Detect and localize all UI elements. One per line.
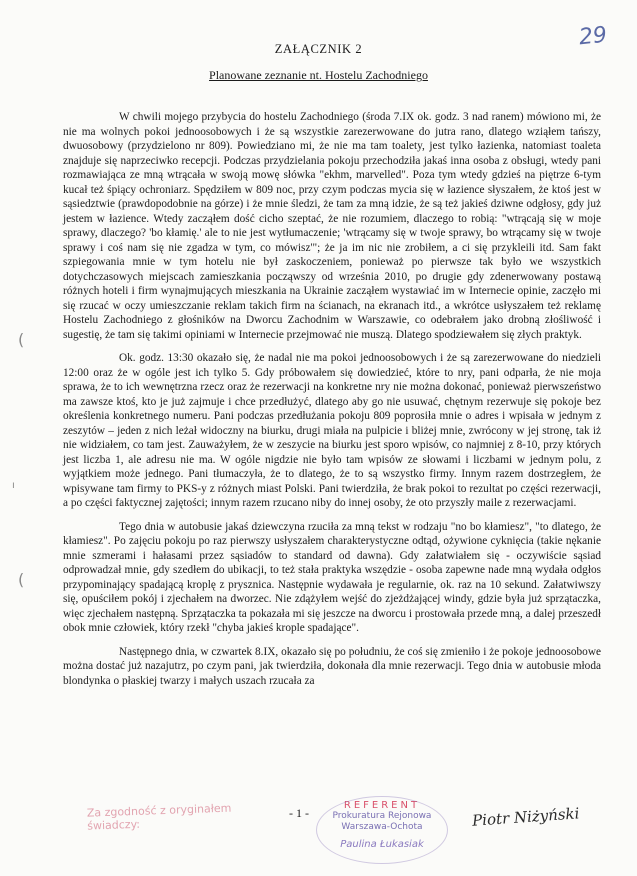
certified-copy-stamp: Za zgodność z oryginałem świadczy: xyxy=(86,801,232,833)
stamp-ring xyxy=(316,796,448,864)
handwritten-page-number: 29 xyxy=(577,22,609,51)
paragraph-2: Ok. godz. 13:30 okazało się, że nadal nie ma pokoi jednoosobowych i że są zarezerwowane do niedzieli 12:00 oraz że w ogóle jest ich tylko 5. Gdy próbowałem się dowiedzieć, które to nry, pani odparła, że nie moja sprawa, że to ich wewnętrzna rzecz oraz że rezerwacji na konkretne nry nie można dokonać, ponieważ pierwszeństwo ma zawsze ktoś, kto je już zajmuje i chce przedłużyć, dlatego aby go nie usuwać, chętnym rezerwuje się pokoje bez określenia konkretnego numeru. Pani podczas przedłużania pokoju 809 poprosiła mnie o adres i wpisała w jednym z zeszytów – jeden z nich leżał widoczny na biurku, drugi miała na pulpicie i bliżej mnie, zwrócony w jej stronę, tak iż nie widziałem, co tam jest. Zauważyłem, że w zeszycie na biurku jest sporo wpisów, co najmniej z 8-10, przy których jest liczba 1, ale adresu nie ma. W ogóle nigdzie nie było tam wpisów ze słowami i liczbami w jednym polu, z wyjątkiem może jednego. Pani tłumaczyła, że to dlatego, że to są wszystko firmy. Innym razem dostrzegłem, że wpisywane tam firmy to PKS-y z różnych miast Polski. Pani twierdziła, że brak pokoi to rezultat po części rezerwacji, a po części faktycznej zajętości; innym razem rzucano niby do innej osoby, że oto przyszły maile z rezerwacjami. xyxy=(63,352,601,509)
page-number: - 1 - xyxy=(289,806,309,820)
paragraph-1: W chwili mojego przybycia do hostelu Zachodniego (środa 7.IX ok. godz. 3 nad ranem) mówiono mi, że nie ma wolnych pokoi jednoosobowych i że są wszystkie zarezerwowane do jutra rano, dlatego wziąłem tańszy, dwuosobowy (przydzielono nr 809). Powiedziano mi, że nie ma tam toalety, jest tylko łazienka, natomiast toaleta znajduje się naprzeciwko recepcji. Podczas przydzielania pokoju przechodziła jakaś inna osoba z obsługi, wtedy pani rozmawiająca ze mną wtrącała w swoją mowę słówka "ekhm, marvelled". Poza tym wtedy gdzieś na piętrze 6-tym kucał też śpiący ochroniarz. Spędziłem w 809 noc, przy czym podczas mycia się w łazience słyszałem, że ktoś jest w sąsiedztwie (prawdopodobnie na górze) i że mnie śledzi, że tam za mną idzie, że są też jakieś dziwne odgłosy, gdy już jestem w łazience. Wtedy zacząłem dość cicho szeptać, że nie rozumiem, dlaczego to robią: "wtrącają się w moje sprawy, dlaczego? 'bo kłamię.' ale to nie jest wytłumaczenie; 'wtrącamy się w twoje sprawy, bo wtrącamy się w twoje sprawy i coś nam się nie zgadza w tym, co mówisz'"; że ja im nic nie zrobiłem, a ci się przykleili itd. Sam fakt szpiegowania mnie w tym hotelu nie był zaskoczeniem, ponieważ po pierwsze tak było we wszystkich dotychczasowych miejscach zamieszkania począwszy od września 2010, po drugie gdy zdenerwowany postawą różnych hoteli i firm wynajmujących mieszkania na Ukrainie zacząłem wystawiać im w Internecie opinie, zaczęło mi się rzucać w oczy umieszczanie reklam takich firm na ścianach, na ekranach itd., a wkrótce usłyszałem też reklamę Hostelu Zachodniego z głośników na Dworcu Zachodnim w Warszawie, co odebrałem jako drobną złośliwość i sugestię, że tam się takimi opiniami w Internecie przejmować nie muszą. Dlatego spodziewałem się złych praktyk. xyxy=(63,111,601,341)
margin-tick-mark: ı xyxy=(12,480,15,491)
paragraph-3: Tego dnia w autobusie jakaś dziewczyna rzuciła za mną tekst w rodzaju "no bo kłamiesz", "to dlatego, że kłamiesz". Po zajęciu pokoju po raz pierwszy usłyszałem charakterystyczne odtąd, ożywione cyknięcia (takie nękanie mnie szmerami i hałasami przez sąsiadów to standard od dawna). Gdy załatwiałem się - oczywiście sąsiad odprowadzał mnie, gdy szedłem do ubikacji, to też stała praktyka wszędzie - osoba zapewne nade mną wydała odgłos przypominający spadającą kroplę z prysznica. Następnie wydawała je regularnie, ok. raz na 10 sekund. Załatwiwszy się, opuściłem pokój i zjechałem na dworzec. Nie zdążyłem wejść do zjeżdżającej windy, gdzie była już sprzątaczka, więc zjechałem następną. Sprzątaczka ta pokazała mi się jeszcze na dworcu i prostowała przede mną, a dalej przeszedł obok mnie człowiek, który rzekł "chyba jakieś krople spadające". xyxy=(63,520,601,634)
prosecutor-office-stamp xyxy=(320,800,444,862)
stamp-title: REFERENT xyxy=(343,800,421,811)
paragraph-4: Następnego dnia, w czwartek 8.IX, okazało się po południu, że coś się zmieniło i że pokoje jednoosobowe można dostać już nazajutrz, po czym pani, jak twierdziła, dokonała dla mnie rezerwacji. Tego dnia w autobusie młoda blondynka o płaskiej twarzy i małych uszach rzucała za xyxy=(63,645,601,687)
stamp-institution: Prokuratura Rejonowa Warszawa-Ochota xyxy=(332,811,432,832)
document-title: ZAŁĄCZNIK 2 xyxy=(274,42,363,56)
handwritten-signature: Piotr Niżyński xyxy=(471,804,580,830)
document-subtitle: Planowane zeznanie nt. Hostelu Zachodniego xyxy=(209,68,428,82)
margin-hole-mark: ( xyxy=(18,330,25,349)
margin-hole-mark: ( xyxy=(18,570,25,589)
stamp-name: Paulina Łukasiak xyxy=(340,839,424,850)
document-body xyxy=(63,110,601,697)
